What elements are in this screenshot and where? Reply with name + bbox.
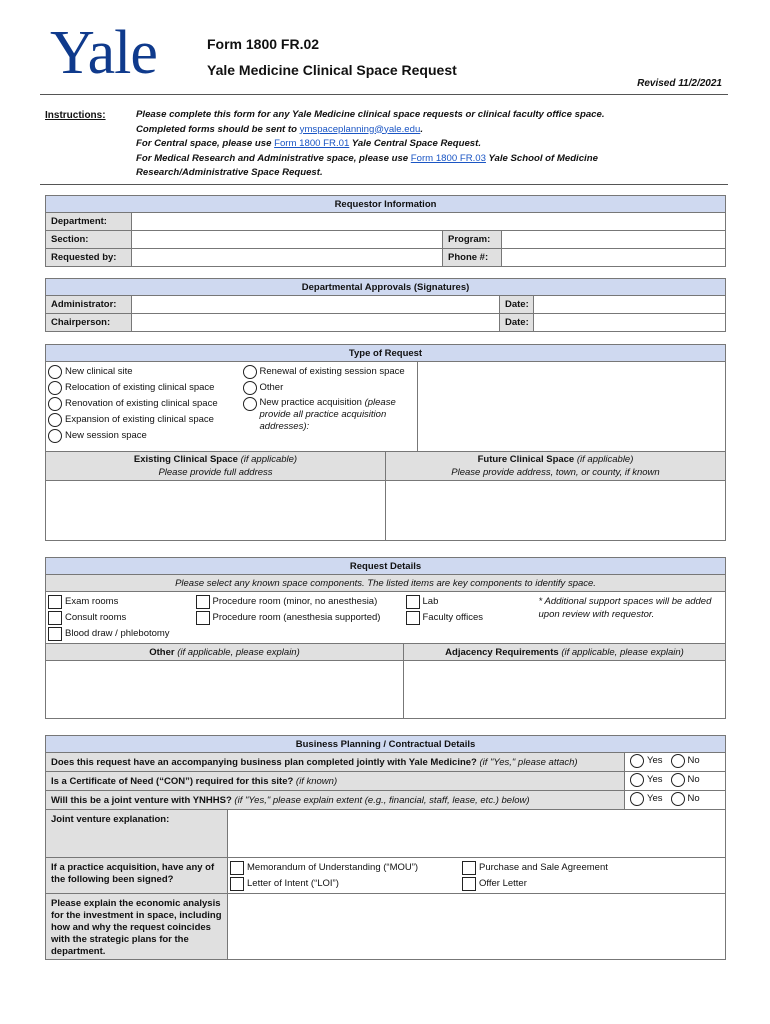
support-note: * Additional support spaces will be added upon review with requestor. <box>538 596 712 620</box>
radio-icon[interactable] <box>671 773 685 787</box>
type-table <box>45 344 726 454</box>
loi-option[interactable]: Letter of Intent (“LOI”) <box>230 877 465 893</box>
revised-date: Revised 11/2/2021 <box>637 78 722 89</box>
type-option[interactable]: Expansion of existing clinical space <box>48 413 236 429</box>
joint-venture-question: Will this be a joint venture with YNHHS? (if "Yes," please explain extent (e.g., financial, staff, lease, etc.) below) <box>46 791 625 810</box>
details-col2 <box>194 592 404 644</box>
offer-letter-option[interactable]: Offer Letter <box>462 877 608 893</box>
phone-label: Phone #: <box>443 249 502 267</box>
details-subheader: Please select any known space components. The listed items are key components to identify space. <box>46 575 726 592</box>
yes-option[interactable]: Yes <box>630 773 663 787</box>
approvals-table <box>45 278 726 332</box>
component-option[interactable]: Lab <box>406 595 509 611</box>
requestor-table <box>45 195 726 267</box>
component-option[interactable]: Faculty offices <box>406 611 509 627</box>
approvals-header: Departmental Approvals (Signatures) <box>46 279 726 296</box>
checkbox-icon[interactable] <box>48 627 62 641</box>
chairperson-field[interactable] <box>132 314 500 332</box>
section-field[interactable] <box>132 231 443 249</box>
form-fr03-link[interactable]: Form 1800 FR.03 <box>410 152 486 164</box>
con-question: Is a Certificate of Need (“CON”) required for this site? (if known) <box>46 772 625 791</box>
jv-explanation-label: Joint venture explanation: <box>46 810 228 858</box>
acquisition-addresses-field[interactable] <box>418 362 726 454</box>
requested-by-label: Requested by: <box>46 249 132 267</box>
con-answer <box>625 772 726 791</box>
type-option[interactable]: Relocation of existing clinical space <box>48 381 236 397</box>
date-label: Date: <box>500 296 534 314</box>
component-option[interactable]: Consult rooms <box>48 611 189 627</box>
checkbox-icon[interactable] <box>462 877 476 891</box>
joint-venture-answer <box>625 791 726 810</box>
email-link[interactable]: ymspaceplanning@yale.edu <box>299 123 421 135</box>
checkbox-icon[interactable] <box>230 861 244 875</box>
details-table <box>45 557 726 719</box>
checkbox-icon[interactable] <box>230 877 244 891</box>
form-title: Yale Medicine Clinical Space Request <box>207 62 457 78</box>
type-option[interactable]: New session space <box>48 429 236 445</box>
section-label: Section: <box>46 231 132 249</box>
instructions-line: Please complete this form for any Yale Medicine clinical space requests or clinical faculty office space. <box>136 109 605 120</box>
details-col3 <box>404 592 514 644</box>
acquisition-options <box>228 858 726 894</box>
economic-analysis-field[interactable] <box>228 894 726 960</box>
radio-icon[interactable] <box>243 365 257 379</box>
radio-icon[interactable] <box>630 754 644 768</box>
form-fr01-link[interactable]: Form 1800 FR.01 <box>274 138 350 149</box>
existing-space-field[interactable] <box>46 481 386 541</box>
type-option[interactable]: Renewal of existing session space <box>243 365 413 381</box>
component-option[interactable]: Procedure room (minor, no anesthesia) <box>196 595 399 611</box>
radio-icon[interactable] <box>48 413 62 427</box>
details-note-cell <box>514 592 726 644</box>
no-option[interactable]: No <box>671 773 700 787</box>
radio-icon[interactable] <box>48 365 62 379</box>
instructions-line: Completed forms should be sent to ymspaceplanning@yale.edu. <box>136 123 423 135</box>
instructions-text <box>136 108 696 181</box>
yale-logo: Yale <box>50 19 157 87</box>
type-option[interactable]: Renovation of existing clinical space <box>48 397 236 413</box>
department-label: Department: <box>46 213 132 231</box>
instructions-label: Instructions: <box>45 110 106 121</box>
existing-space-header: Existing Clinical Space (if applicable) Please provide full address <box>46 452 386 481</box>
acquisition-label: If a practice acquisition, have any of the following been signed? <box>46 858 228 894</box>
instructions-line: For Central space, please use Form 1800 FR.01 Yale Central Space Request. <box>136 138 481 149</box>
radio-icon[interactable] <box>630 773 644 787</box>
radio-icon[interactable] <box>671 754 685 768</box>
adjacency-field[interactable] <box>404 661 726 719</box>
component-option[interactable]: Blood draw / phlebotomy <box>48 627 189 643</box>
department-field[interactable] <box>132 213 726 231</box>
checkbox-icon[interactable] <box>48 595 62 609</box>
type-col1 <box>46 362 241 454</box>
space-table <box>45 451 726 541</box>
type-option[interactable]: Other <box>243 381 413 397</box>
form-number: Form 1800 FR.02 <box>207 36 320 52</box>
type-col2 <box>241 362 418 454</box>
checkbox-icon[interactable] <box>196 611 210 625</box>
requestor-header: Requestor Information <box>46 196 726 213</box>
business-table <box>45 735 726 960</box>
radio-icon[interactable] <box>48 397 62 411</box>
psa-option[interactable]: Purchase and Sale Agreement <box>462 861 608 877</box>
radio-icon[interactable] <box>48 381 62 395</box>
other-field[interactable] <box>46 661 404 719</box>
checkbox-icon[interactable] <box>406 595 420 609</box>
radio-icon[interactable] <box>243 397 257 411</box>
no-option[interactable]: No <box>671 792 700 806</box>
yes-option[interactable]: Yes <box>630 754 663 768</box>
other-header: Other (if applicable, please explain) <box>46 644 404 661</box>
economic-analysis-label: Please explain the economic analysis for the investment in space, including how and why the request coincides with the strategic plans for the department. <box>46 894 228 960</box>
checkbox-icon[interactable] <box>48 611 62 625</box>
type-option[interactable]: New clinical site <box>48 365 236 381</box>
business-header: Business Planning / Contractual Details <box>46 736 726 753</box>
type-option[interactable]: New practice acquisition (please provide all practice acquisition addresses): <box>243 397 413 433</box>
no-option[interactable]: No <box>671 754 700 768</box>
radio-icon[interactable] <box>630 792 644 806</box>
adjacency-header: Adjacency Requirements (if applicable, please explain) <box>404 644 726 661</box>
radio-icon[interactable] <box>243 381 257 395</box>
administrator-date-field[interactable] <box>534 296 726 314</box>
component-option[interactable]: Procedure room (anesthesia supported) <box>196 611 399 627</box>
business-plan-question: Does this request have an accompanying business plan completed jointly with Yale Medicine? (if "Yes," please attach) <box>46 753 625 772</box>
details-header: Request Details <box>46 558 726 575</box>
checkbox-icon[interactable] <box>462 861 476 875</box>
date-label: Date: <box>500 314 534 332</box>
radio-icon[interactable] <box>48 429 62 443</box>
instructions-divider <box>40 184 728 185</box>
business-plan-answer <box>625 753 726 772</box>
future-space-field[interactable] <box>386 481 726 541</box>
future-space-header: Future Clinical Space (if applicable) Please provide address, town, or county, if known <box>386 452 726 481</box>
mou-option[interactable]: Memorandum of Understanding (“MOU”) <box>230 861 465 877</box>
type-header: Type of Request <box>46 345 726 362</box>
yes-option[interactable]: Yes <box>630 792 663 806</box>
program-field[interactable] <box>502 231 726 249</box>
administrator-label: Administrator: <box>46 296 132 314</box>
header-divider <box>40 94 728 95</box>
component-option[interactable]: Exam rooms <box>48 595 189 611</box>
instructions-line: For Medical Research and Administrative space, please use Form 1800 FR.03 Yale School of Medicine Research/Administrative Space Request. <box>136 152 598 178</box>
requested-by-field[interactable] <box>132 249 443 267</box>
administrator-field[interactable] <box>132 296 500 314</box>
chairperson-date-field[interactable] <box>534 314 726 332</box>
details-col1 <box>46 592 194 644</box>
jv-explanation-field[interactable] <box>228 810 726 858</box>
phone-field[interactable] <box>502 249 726 267</box>
radio-icon[interactable] <box>671 792 685 806</box>
checkbox-icon[interactable] <box>196 595 210 609</box>
program-label: Program: <box>443 231 502 249</box>
chairperson-label: Chairperson: <box>46 314 132 332</box>
checkbox-icon[interactable] <box>406 611 420 625</box>
